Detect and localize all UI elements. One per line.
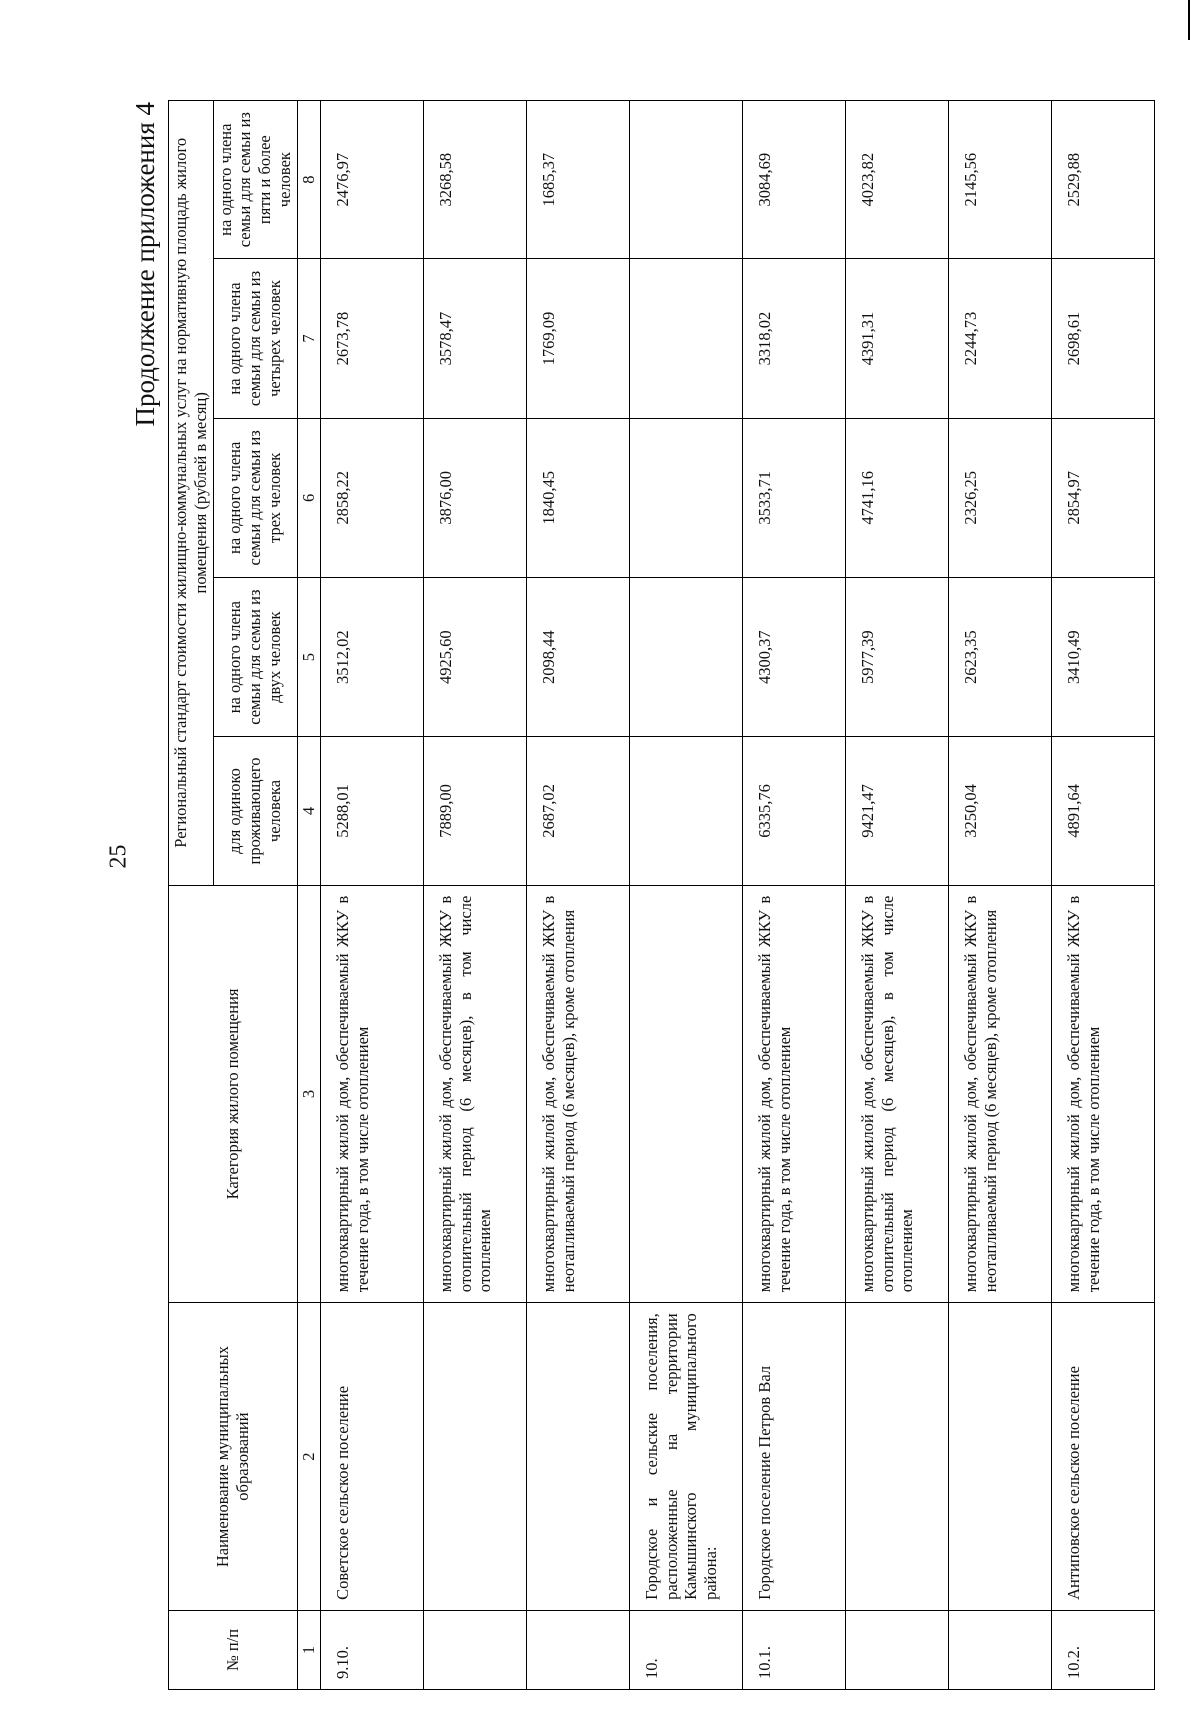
standards-table: [168, 100, 1155, 1690]
value-single: 6335,76: [742, 737, 845, 885]
row-number: 9.10.: [320, 1610, 423, 1689]
value-three: 3533,71: [742, 418, 845, 577]
value-five: 4023,82: [845, 101, 948, 259]
value-four: 1769,09: [526, 259, 629, 418]
header-number: № п/п: [169, 1610, 298, 1689]
municipality-name: Городское и сельские поселения, расположенные на территории Камышинского муниципального района:: [629, 1303, 742, 1611]
table-row: [423, 101, 526, 1690]
value-three: 1840,45: [526, 418, 629, 577]
value-three: [629, 418, 742, 577]
value-two: [629, 577, 742, 736]
value-three: 3876,00: [423, 418, 526, 577]
value-two: 5977,39: [845, 577, 948, 736]
municipality-name: Антиповское сельское поселение: [1051, 1303, 1154, 1611]
municipality-name: Городское поселение Петров Вал: [742, 1303, 845, 1611]
value-two: 2623,35: [948, 577, 1051, 736]
value-four: 2673,78: [320, 259, 423, 418]
value-two: 4300,37: [742, 577, 845, 736]
value-single: 3250,04: [948, 737, 1051, 885]
value-single: 5288,01: [320, 737, 423, 885]
value-single: 9421,47: [845, 737, 948, 885]
housing-category: многоквартирный жилой дом, обеспечиваемый ЖКУ в неотапливаемый период (6 месяцев), кроме отопления: [526, 885, 629, 1303]
value-five: 2476,97: [320, 101, 423, 259]
value-four: [629, 259, 742, 418]
value-four: 3578,47: [423, 259, 526, 418]
table-row: [845, 101, 948, 1690]
municipality-name: [526, 1303, 629, 1611]
row-number: [845, 1610, 948, 1689]
col-number: 2: [297, 1303, 320, 1611]
header-family-two: на одного члена семьи для семьи из двух человек: [213, 577, 297, 736]
col-number: 3: [297, 885, 320, 1303]
value-two: 3512,02: [320, 577, 423, 736]
header-family-five: на одного члена семьи для семьи из пяти и более человек: [213, 101, 297, 259]
value-four: 2244,73: [948, 259, 1051, 418]
value-four: 2698,61: [1051, 259, 1154, 418]
value-four: 4391,31: [845, 259, 948, 418]
housing-category: многоквартирный жилой дом, обеспечиваемый ЖКУ в отопительный период (6 месяцев), в том числе отоплением: [423, 885, 526, 1303]
row-number: 10.1.: [742, 1610, 845, 1689]
table-row: [742, 101, 845, 1690]
table-row: [948, 101, 1051, 1690]
continuation-title: Продолжение приложения 4: [130, 102, 160, 427]
header-row: [169, 101, 214, 1690]
value-single: [629, 737, 742, 885]
col-number: 7: [297, 259, 320, 418]
header-standard-group: Региональный стандарт стоимости жилищно-коммунальных услуг на нормативную площадь жилого помещения (рублей в месяц): [169, 101, 214, 886]
rotated-page-content: [130, 80, 1103, 1690]
col-number: 8: [297, 101, 320, 259]
value-five: 3268,58: [423, 101, 526, 259]
value-five: 2145,56: [948, 101, 1051, 259]
value-three: 2858,22: [320, 418, 423, 577]
value-single: 7889,00: [423, 737, 526, 885]
row-number: [948, 1610, 1051, 1689]
table-row: [526, 101, 629, 1690]
header-category: Категория жилого помещения: [169, 885, 298, 1303]
value-four: 3318,02: [742, 259, 845, 418]
table-row-group: [629, 101, 742, 1690]
value-single: 4891,64: [1051, 737, 1154, 885]
value-two: 3410,49: [1051, 577, 1154, 736]
row-number: [526, 1610, 629, 1689]
value-three: 4741,16: [845, 418, 948, 577]
value-single: 2687,02: [526, 737, 629, 885]
value-five: 2529,88: [1051, 101, 1154, 259]
value-three: 2326,25: [948, 418, 1051, 577]
housing-category: многоквартирный жилой дом, обеспечиваемый ЖКУ в отопительный период (6 месяцев), в том числе отоплением: [845, 885, 948, 1303]
header-family-three: на одного члена семьи для семьи из трех человек: [213, 418, 297, 577]
municipality-name: [845, 1303, 948, 1611]
value-five: 1685,37: [526, 101, 629, 259]
housing-category: многоквартирный жилой дом, обеспечиваемый ЖКУ в течение года, в том числе отоплением: [742, 885, 845, 1303]
value-three: 2854,97: [1051, 418, 1154, 577]
value-two: 2098,44: [526, 577, 629, 736]
row-number: [423, 1610, 526, 1689]
value-two: 4925,60: [423, 577, 526, 736]
housing-category: многоквартирный жилой дом, обеспечиваемый ЖКУ в течение года, в том числе отоплением: [320, 885, 423, 1303]
value-five: 3084,69: [742, 101, 845, 259]
scan-edge-line: [1188, 0, 1190, 40]
header-family-four: на одного члена семьи для семьи из четырех человек: [213, 259, 297, 418]
column-number-row: [297, 101, 320, 1690]
municipality-name: [423, 1303, 526, 1611]
housing-category: многоквартирный жилой дом, обеспечиваемый ЖКУ в течение года, в том числе отоплением: [1051, 885, 1154, 1303]
col-number: 1: [297, 1610, 320, 1689]
header-single-person: для одиноко проживающего человека: [213, 737, 297, 885]
col-number: 4: [297, 737, 320, 885]
header-municipality: Наименование муниципальных образований: [169, 1303, 298, 1611]
value-five: [629, 101, 742, 259]
row-number: 10.2.: [1051, 1610, 1154, 1689]
municipality-name: [948, 1303, 1051, 1611]
municipality-name: Советское сельское поселение: [320, 1303, 423, 1611]
housing-category: [629, 885, 742, 1303]
row-number: 10.: [629, 1610, 742, 1689]
page-number: 25: [105, 844, 132, 869]
housing-category: многоквартирный жилой дом, обеспечиваемый ЖКУ в неотапливаемый период (6 месяцев), кроме отопления: [948, 885, 1051, 1303]
col-number: 5: [297, 577, 320, 736]
table-row: [320, 101, 423, 1690]
table-row: [1051, 101, 1154, 1690]
col-number: 6: [297, 418, 320, 577]
